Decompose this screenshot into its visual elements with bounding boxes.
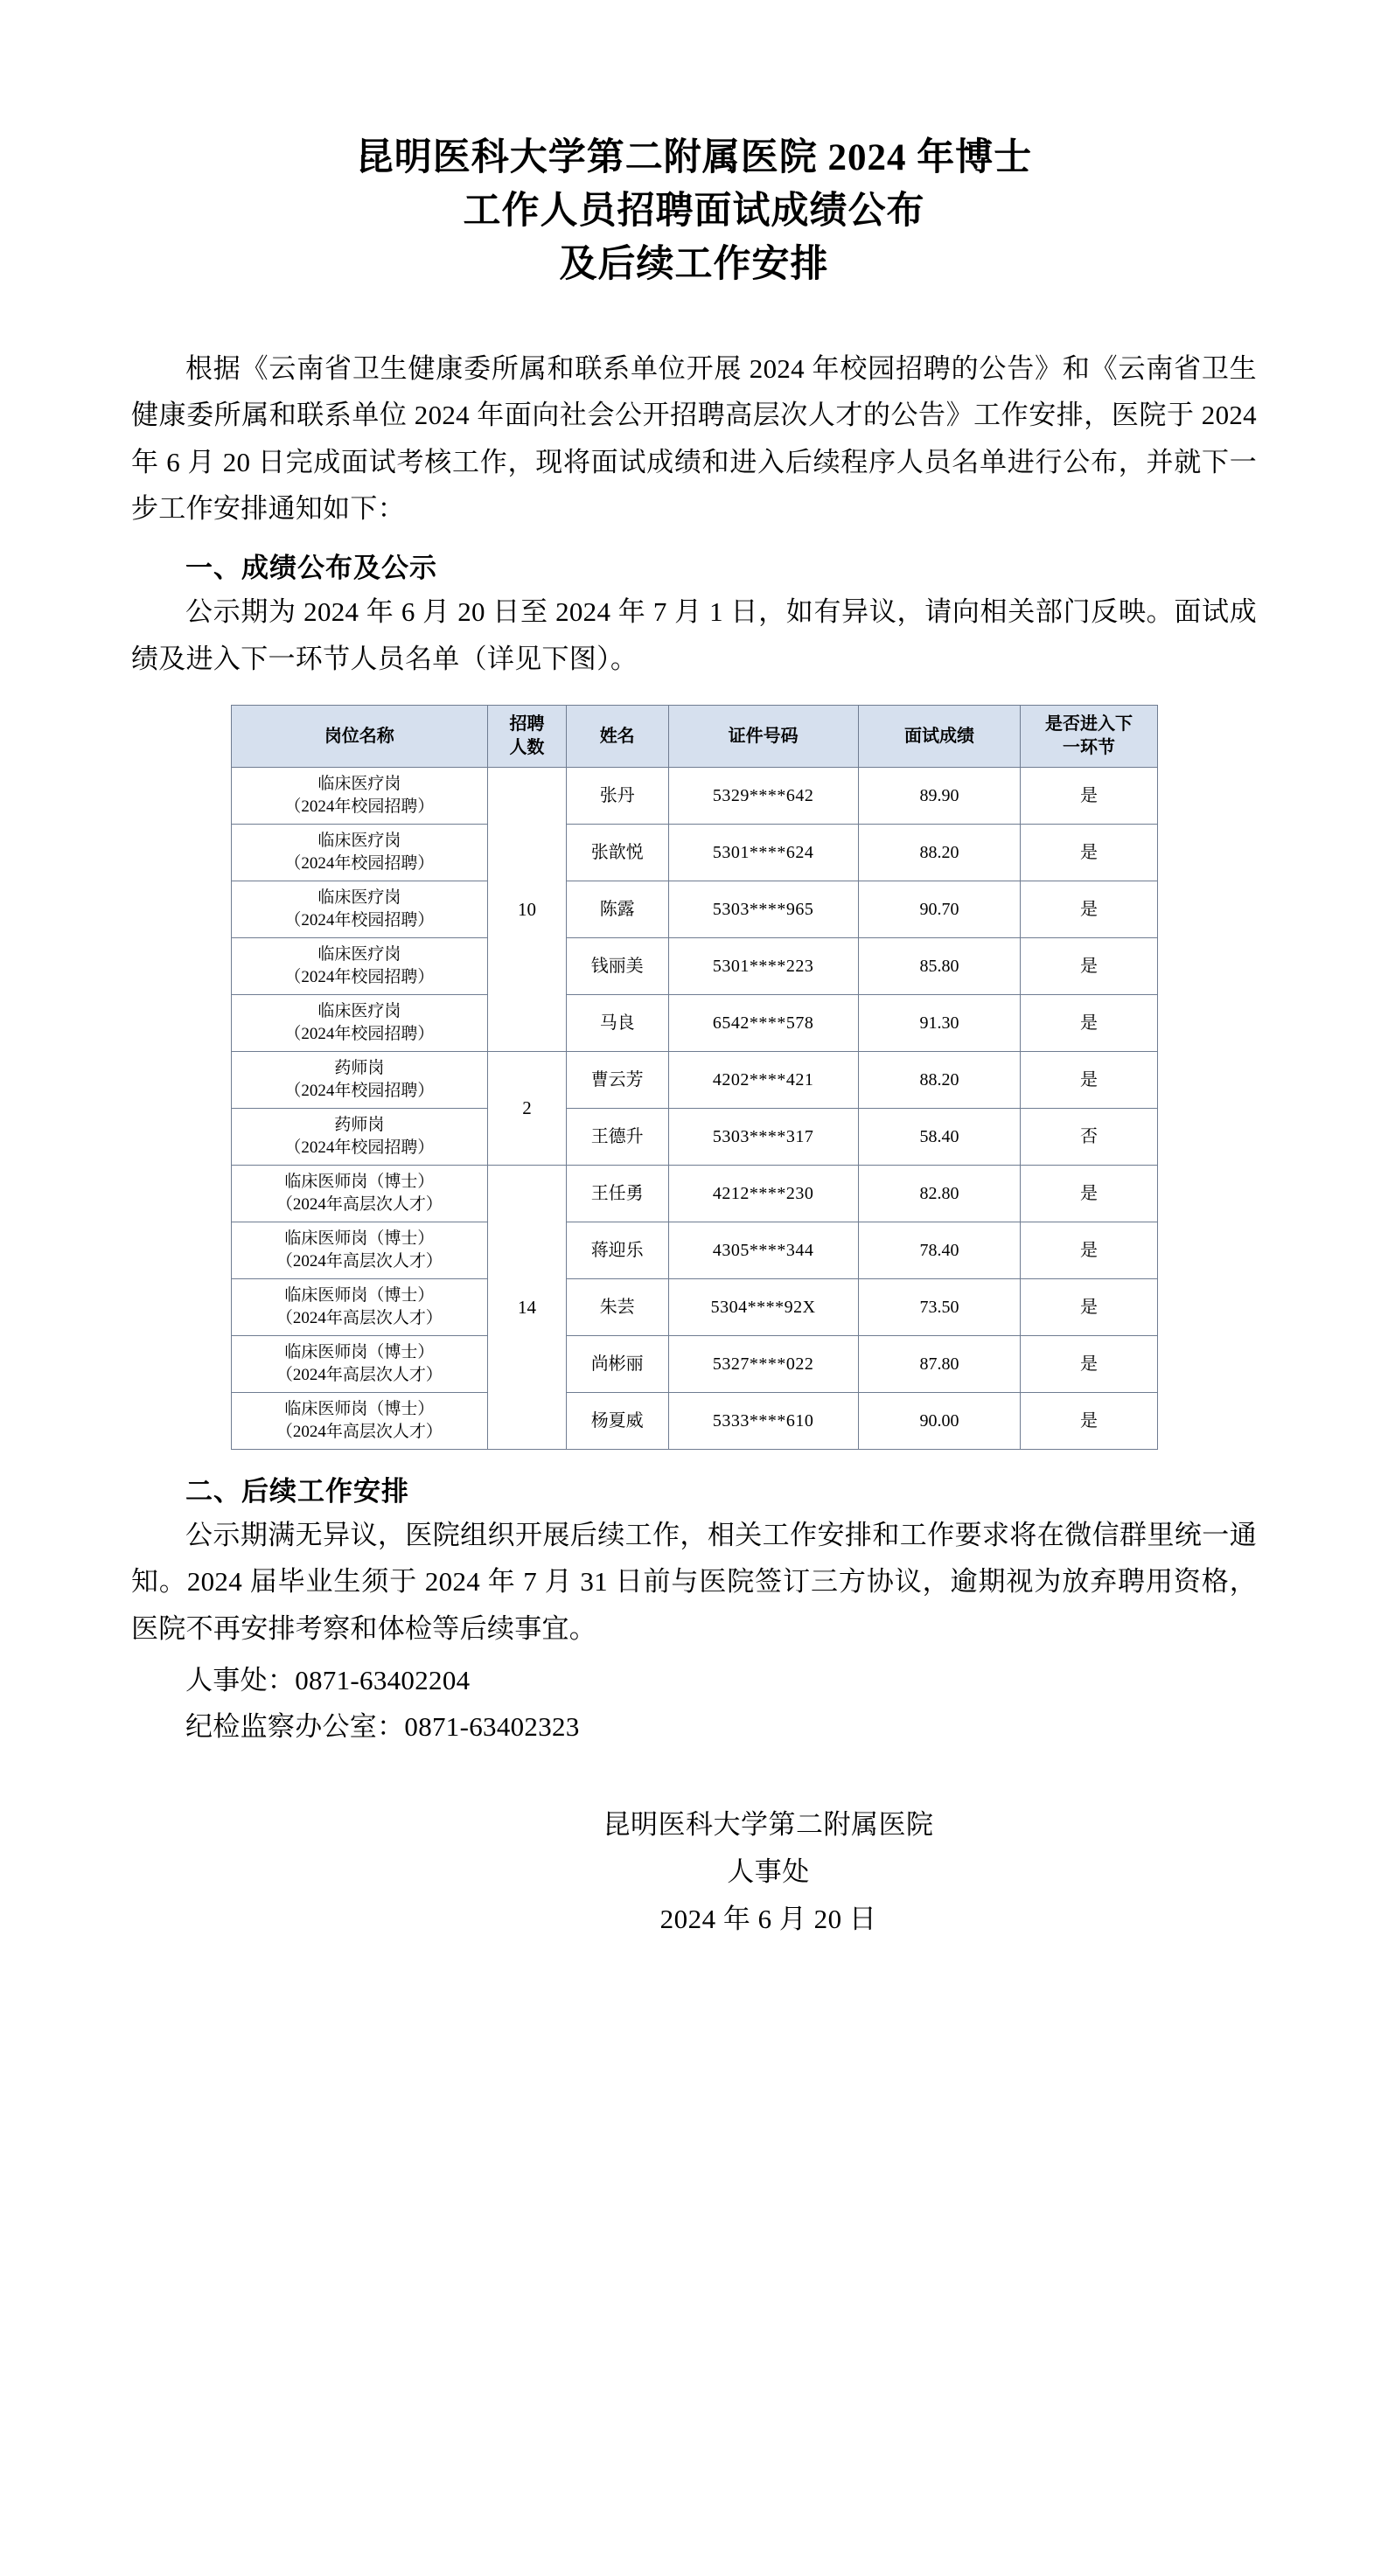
- cell-post: [231, 1109, 488, 1166]
- cell-post-line1: 临床医师岗（博士）: [284, 1343, 435, 1362]
- cell-post-line1: 临床医疗岗: [317, 888, 401, 908]
- cell-pass: 否: [1021, 1109, 1157, 1166]
- cell-post-line2: （2024年校园招聘）: [284, 1082, 435, 1101]
- col-header-idno: 证件号码: [668, 706, 858, 768]
- cell-pass: 是: [1021, 881, 1157, 938]
- cell-idno: 4305****344: [668, 1222, 858, 1279]
- cell-idno: 5301****624: [668, 825, 858, 881]
- col-header-post: 岗位名称: [231, 706, 488, 768]
- table-row: [231, 1393, 1157, 1450]
- cell-post: [231, 1052, 488, 1109]
- signature-date: 2024 年 6 月 20 日: [659, 1904, 877, 1935]
- cell-post: [231, 1336, 488, 1393]
- cell-name: 蒋迎乐: [566, 1222, 668, 1279]
- cell-pass: 是: [1021, 995, 1157, 1052]
- cell-idno: 5304****92X: [668, 1279, 858, 1336]
- signature-dept: 人事处: [727, 1855, 810, 1887]
- cell-name: 王任勇: [566, 1166, 668, 1222]
- cell-post-line2: （2024年校园招聘）: [284, 911, 435, 930]
- col-header-pass: [1021, 706, 1157, 768]
- cell-score: 90.70: [858, 881, 1021, 938]
- cell-post-line2: （2024年校园招聘）: [284, 1138, 435, 1158]
- cell-idno: 5333****610: [668, 1393, 858, 1450]
- signature-block: [131, 1801, 1257, 1944]
- cell-idno: 5303****317: [668, 1109, 858, 1166]
- cell-post-line1: 临床医疗岗: [317, 1002, 401, 1021]
- cell-post-line1: 临床医疗岗: [317, 945, 401, 964]
- cell-pass: 是: [1021, 1222, 1157, 1279]
- cell-score: 85.80: [858, 938, 1021, 995]
- section-1-paragraph: 公示期为 2024 年 6 月 20 日至 2024 年 7 月 1 日，如有异议，请向相关部门反映。面试成绩及进入下一环节人员名单（详见下图）。: [131, 596, 1257, 674]
- cell-idno: 5301****223: [668, 938, 858, 995]
- cell-name: 张丹: [566, 768, 668, 825]
- cell-idno: 4212****230: [668, 1166, 858, 1222]
- col-header-name: 姓名: [566, 706, 668, 768]
- cell-post-line1: 临床医疗岗: [317, 775, 401, 794]
- cell-name: 马良: [566, 995, 668, 1052]
- cell-score: 88.20: [858, 1052, 1021, 1109]
- signature-org: 昆明医科大学第二附属医院: [603, 1808, 934, 1840]
- cell-pass: 是: [1021, 938, 1157, 995]
- cell-post: [231, 1222, 488, 1279]
- cell-name: 钱丽美: [566, 938, 668, 995]
- cell-count: 14: [488, 1166, 567, 1450]
- cell-name: 王德升: [566, 1109, 668, 1166]
- section-2-heading: 二、后续工作安排: [185, 1476, 409, 1507]
- cell-idno: 5329****642: [668, 768, 858, 825]
- table-row: [231, 1109, 1157, 1166]
- cell-pass: 是: [1021, 1393, 1157, 1450]
- contact-hr: 人事处：0871-63402204: [185, 1664, 471, 1695]
- contact-discipline: 纪检监察办公室：0871-63402323: [185, 1711, 580, 1743]
- cell-name: 张歆悦: [566, 825, 668, 881]
- cell-post-line1: 临床医疗岗: [317, 832, 401, 851]
- cell-score: 78.40: [858, 1222, 1021, 1279]
- cell-post-line2: （2024年校园招聘）: [284, 1025, 435, 1044]
- cell-post-line1: 药师岗: [334, 1059, 385, 1078]
- table-row: [231, 768, 1157, 825]
- cell-name: 尚彬丽: [566, 1336, 668, 1393]
- cell-post-line2: （2024年高层次人才）: [276, 1252, 443, 1271]
- table-row: [231, 881, 1157, 938]
- col-header-count: [488, 706, 567, 768]
- document-body: [131, 345, 1257, 1943]
- cell-post-line2: （2024年高层次人才）: [276, 1195, 443, 1215]
- cell-name: 曹云芳: [566, 1052, 668, 1109]
- scores-table-head: [231, 706, 1157, 768]
- cell-post-line2: （2024年高层次人才）: [276, 1366, 443, 1385]
- cell-post-line2: （2024年校园招聘）: [284, 854, 435, 874]
- cell-post-line1: 药师岗: [334, 1116, 385, 1135]
- cell-score: 87.80: [858, 1336, 1021, 1393]
- cell-post: [231, 768, 488, 825]
- col-header-count-line2: 人数: [509, 738, 545, 758]
- cell-score: 82.80: [858, 1166, 1021, 1222]
- cell-name: 陈露: [566, 881, 668, 938]
- cell-post-line2: （2024年校园招聘）: [284, 797, 435, 817]
- table-row: [231, 995, 1157, 1052]
- cell-pass: 是: [1021, 1052, 1157, 1109]
- cell-post: [231, 881, 488, 938]
- cell-pass: 是: [1021, 768, 1157, 825]
- cell-post: [231, 938, 488, 995]
- cell-score: 89.90: [858, 768, 1021, 825]
- cell-post-line2: （2024年校园招聘）: [284, 968, 435, 987]
- cell-score: 58.40: [858, 1109, 1021, 1166]
- cell-post: [231, 825, 488, 881]
- cell-count: 2: [488, 1052, 567, 1166]
- title-line-3: 及后续工作安排: [559, 244, 829, 286]
- title-line-2: 工作人员招聘面试成绩公布: [463, 191, 925, 233]
- cell-pass: 是: [1021, 1166, 1157, 1222]
- cell-count: 10: [488, 768, 567, 1052]
- title-line-1: 昆明医科大学第二附属医院 2024 年博士: [355, 137, 1033, 178]
- cell-score: 88.20: [858, 825, 1021, 881]
- scores-table-wrap: [131, 705, 1257, 1450]
- table-row: [231, 1222, 1157, 1279]
- col-header-score: 面试成绩: [858, 706, 1021, 768]
- table-row: [231, 825, 1157, 881]
- table-row: [231, 1052, 1157, 1109]
- cell-score: 73.50: [858, 1279, 1021, 1336]
- section-2-paragraph: 公示期满无异议，医院组织开展后续工作，相关工作安排和工作要求将在微信群里统一通知。2024 届毕业生须于 2024 年 7 月 31 日前与医院签订三方协议，逾期视为放弃聘用资格，医院不再安排考察和体检等后续事宜。: [131, 1520, 1257, 1644]
- cell-idno: 6542****578: [668, 995, 858, 1052]
- table-row: [231, 1166, 1157, 1222]
- cell-post-line1: 临床医师岗（博士）: [284, 1400, 435, 1419]
- table-header-row: [231, 706, 1157, 768]
- cell-score: 91.30: [858, 995, 1021, 1052]
- cell-idno: 5303****965: [668, 881, 858, 938]
- cell-pass: 是: [1021, 1336, 1157, 1393]
- intro-paragraph: 根据《云南省卫生健康委所属和联系单位开展 2024 年校园招聘的公告》和《云南省卫生健康委所属和联系单位 2024 年面向社会公开招聘高层次人才的公告》工作安排，医院于 2024 年 6 月 20 日完成面试考核工作，现将面试成绩和进入后续程序人员名单进行公布，并就下一步工作安排通知如下：: [131, 353, 1257, 525]
- table-row: [231, 1279, 1157, 1336]
- scores-table-body: [231, 768, 1157, 1450]
- cell-pass: 是: [1021, 1279, 1157, 1336]
- cell-post: [231, 1166, 488, 1222]
- cell-idno: 5327****022: [668, 1336, 858, 1393]
- cell-pass: 是: [1021, 825, 1157, 881]
- cell-post-line2: （2024年高层次人才）: [276, 1309, 443, 1328]
- table-row: [231, 1336, 1157, 1393]
- scores-table: [231, 705, 1158, 1450]
- cell-name: 朱芸: [566, 1279, 668, 1336]
- cell-post: [231, 995, 488, 1052]
- cell-post: [231, 1393, 488, 1450]
- cell-post-line1: 临床医师岗（博士）: [284, 1173, 435, 1192]
- cell-post: [231, 1279, 488, 1336]
- col-header-pass-line1: 是否进入下: [1044, 714, 1133, 735]
- cell-name: 杨夏威: [566, 1393, 668, 1450]
- col-header-pass-line2: 一环节: [1062, 738, 1115, 758]
- cell-score: 90.00: [858, 1393, 1021, 1450]
- cell-idno: 4202****421: [668, 1052, 858, 1109]
- page-title: [131, 131, 1257, 291]
- col-header-count-line1: 招聘: [509, 714, 545, 735]
- cell-post-line1: 临床医师岗（博士）: [284, 1229, 435, 1249]
- table-row: [231, 938, 1157, 995]
- section-1-heading: 一、成绩公布及公示: [185, 553, 437, 584]
- cell-post-line2: （2024年高层次人才）: [276, 1423, 443, 1442]
- cell-post-line1: 临床医师岗（博士）: [284, 1286, 435, 1305]
